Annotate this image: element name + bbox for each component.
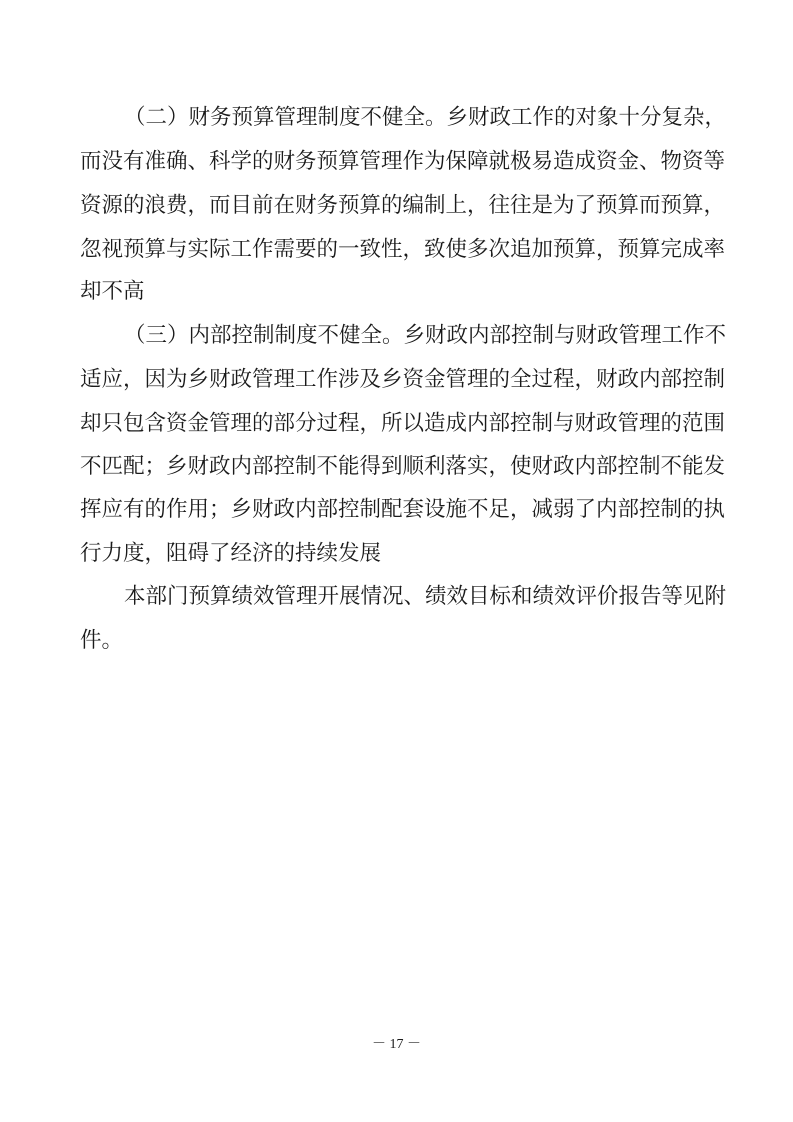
paragraph-1-line-3: 资源的浪费，而目前在财务预算的编制上，往往是为了预算而预算， [80,193,726,218]
paragraph-2-line-5: 挥应有的作用；乡财政内部控制配套设施不足，减弱了内部控制的执 [80,497,726,522]
paragraph-2-line-3: 却只包含资金管理的部分过程，所以造成内部控制与财政管理的范围 [80,411,726,436]
page-number: － 17 － [372,1037,421,1052]
paragraph-2-line-2: 适应，因为乡财政管理工作涉及乡资金管理的全过程，财政内部控制 [80,367,726,392]
paragraph-3-line-2: 件。 [80,628,124,653]
paragraph-1-line-2: 而没有准确、科学的财务预算管理作为保障就极易造成资金、物资等 [80,149,726,174]
paragraph-2-line-4: 不匹配；乡财政内部控制不能得到顺利落实，使财政内部控制不能发 [80,454,726,479]
paragraph-2-line-6: 行力度，阻碍了经济的持续发展 [80,541,382,566]
paragraph-1-line-5: 却不高 [80,279,145,304]
paragraph-1-line-1: （二）财务预算管理制度不健全。乡财政工作的对象十分复杂， [124,105,727,130]
paragraph-2-line-1: （三）内部控制制度不健全。乡财政内部控制与财政管理工作不 [124,323,727,348]
paragraph-3-line-1: 本部门预算绩效管理开展情况、绩效目标和绩效评价报告等见附 [124,584,727,609]
paragraph-1-line-4: 忽视预算与实际工作需要的一致性，致使多次追加预算，预算完成率 [80,237,726,262]
